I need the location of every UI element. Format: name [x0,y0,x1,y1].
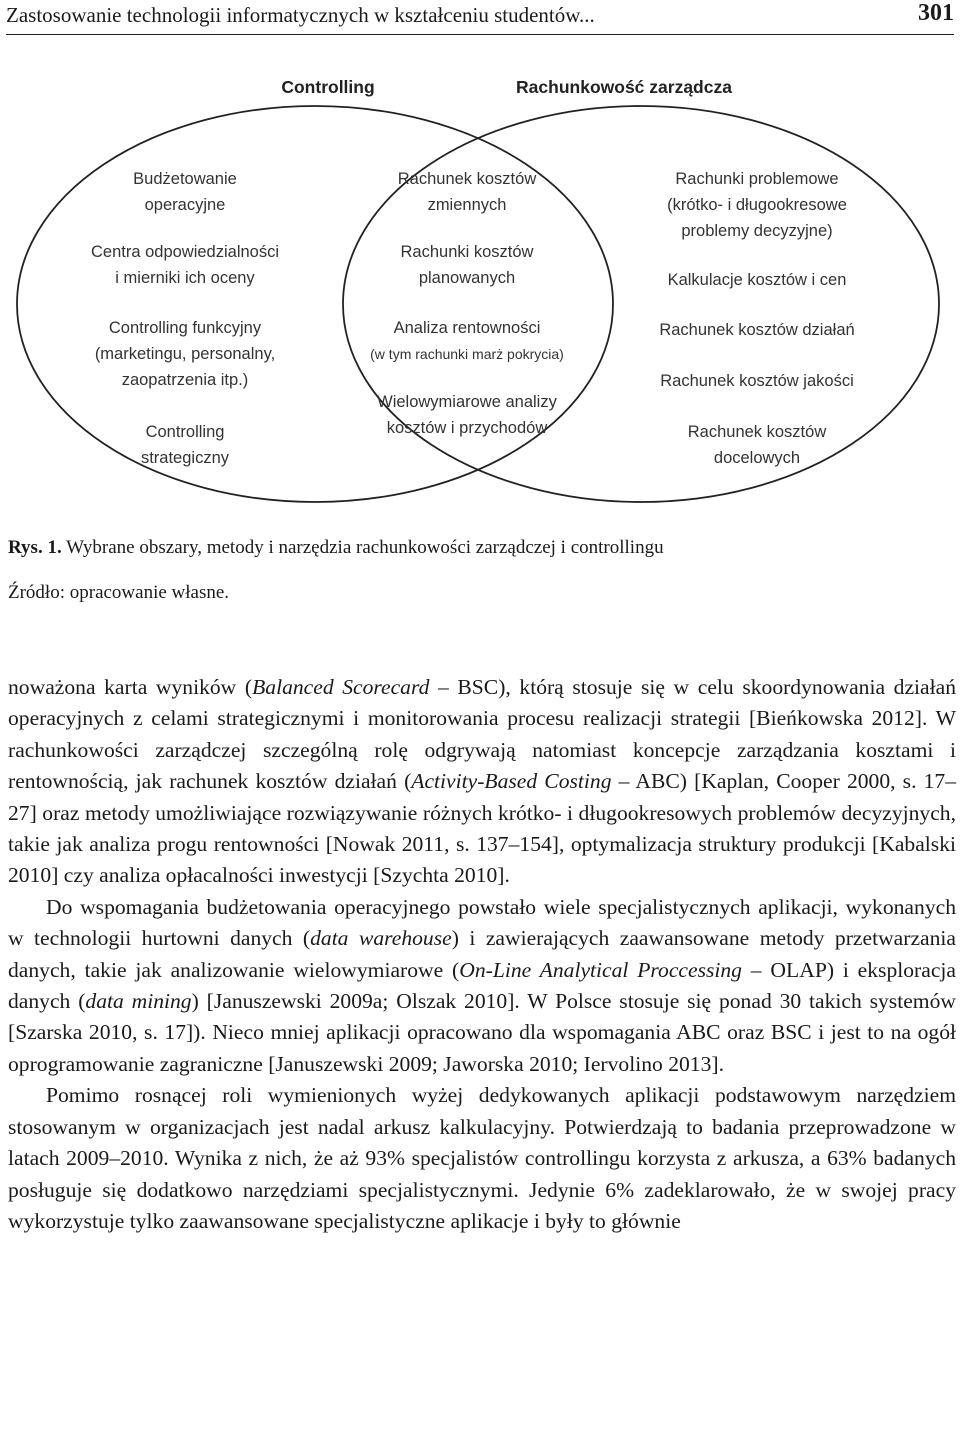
page-header [6,0,954,35]
label-controlling: Controlling [281,77,375,97]
management-accounting-only-items [659,170,854,467]
page-number: 301 [918,0,954,26]
venn-item-right-4: Rachunek kosztów jakości [660,372,854,390]
overlap-items [370,170,564,437]
venn-item-center-1: Rachunek kosztów zmiennych [397,170,537,214]
controlling-only-items [91,170,279,467]
label-management-accounting: Rachunkowość zarządcza [516,77,732,97]
venn-item-left-1: Budżetowanie operacyjne [133,170,237,214]
paragraph-2: Do wspomagania budżetowania operacyjnego powstało wiele specjalistycznych aplikacji, wykonanych w technologii hurtowni danych (data warehouse) i zawierających zaawansowane metody przetwarzania danych, takie jak analizowanie wielowymiarowe (On-Line Analytical Proccessing – OLAP) i eksploracja danych (data mining) [Januszewski 2009a; Olszak 2010]. W Polsce stosuje się ponad 30 takich systemów [Szarska 2010, s. 17]). Nieco mniej aplikacji opracowano dla wspomagania ABC oraz BSC i jest to na ogół oprogramowanie zagraniczne [Januszewski 2009; Jaworska 2010; Iervolino 2013]. [8,894,956,1076]
venn-item-right-1: Rachunki problemowe (krótko- i długookresowe problemy decyzyjne) [667,170,847,240]
paragraph-3: Pomimo rosnącej roli wymienionych wyżej dedykowanych aplikacji podstawowym narzędziem stosowanym w organizacjach jest nadal arkusz kalkulacyjny. Potwierdzają to badania przeprowadzone w latach 2009–2010. Wynika z nich, że aż 93% specjalistów controllingu korzysta z arkusza, a 63% badanych posługuje się dodatkowo narzędziami specjalistycznymi. Jedynie 6% zadeklarowało, że w swojej pracy wykorzystuje tylko zaawansowane specjalistyczne aplikacje i były to głównie [8,1083,956,1233]
venn-diagram [0,60,960,505]
venn-item-left-4: Controlling strategiczny [140,423,230,467]
venn-item-right-5: Rachunek kosztów docelowych [687,423,827,467]
management-accounting-ellipse [343,106,939,502]
venn-item-left-2: Centra odpowiedzialności i mierniki ich oceny [90,243,280,287]
caption-text: Wybrane obszary, metody i narzędzia rachunkowości zarządczej i controllingu [66,537,664,558]
caption-label: Rys. 1. [8,537,62,558]
body-text [8,672,956,1237]
venn-item-center-3: Analiza rentowności (w tym rachunki marż pokrycia) [370,319,564,362]
venn-item-left-3: Controlling funkcyjny (marketingu, personalny, zaopatrzenia itp.) [94,319,276,389]
controlling-ellipse [17,106,613,502]
venn-item-center-4: Wielowymiarowe analizy kosztów i przychodów [377,393,557,437]
figure-source: Źródło: opracowanie własne. [8,582,230,603]
venn-item-right-3: Rachunek kosztów działań [659,321,855,339]
venn-item-right-2: Kalkulacje kosztów i cen [667,271,847,289]
figure-caption [8,537,664,559]
running-title: Zastosowanie technologii informatycznych w kształceniu studentów... [6,3,595,27]
venn-item-center-2: Rachunki kosztów planowanych [400,243,534,287]
paragraph-1: noważona karta wyników (Balanced Scorecard – BSC), którą stosuje się w celu skoordynowania działań operacyjnych z celami strategicznymi i monitorowania procesu realizacji strategii [Bieńkowska 2012]. W rachunkowości zarządczej szczególną rolę odgrywają natomiast koncepcje zarządzania kosztami i rentownością, jak rachunek kosztów działań (Activity-Based Costing – ABC) [Kaplan, Cooper 2000, s. 17–27] oraz metody umożliwiające rozwiązywanie różnych krótko- i długookresowych problemów decyzyjnych, takie jak analiza progu rentowności [Nowak 2011, s. 137–154], optymalizacja struktury produkcji [Kabalski 2010] czy analiza opłacalności inwestycji [Szychta 2010]. [8,675,957,888]
